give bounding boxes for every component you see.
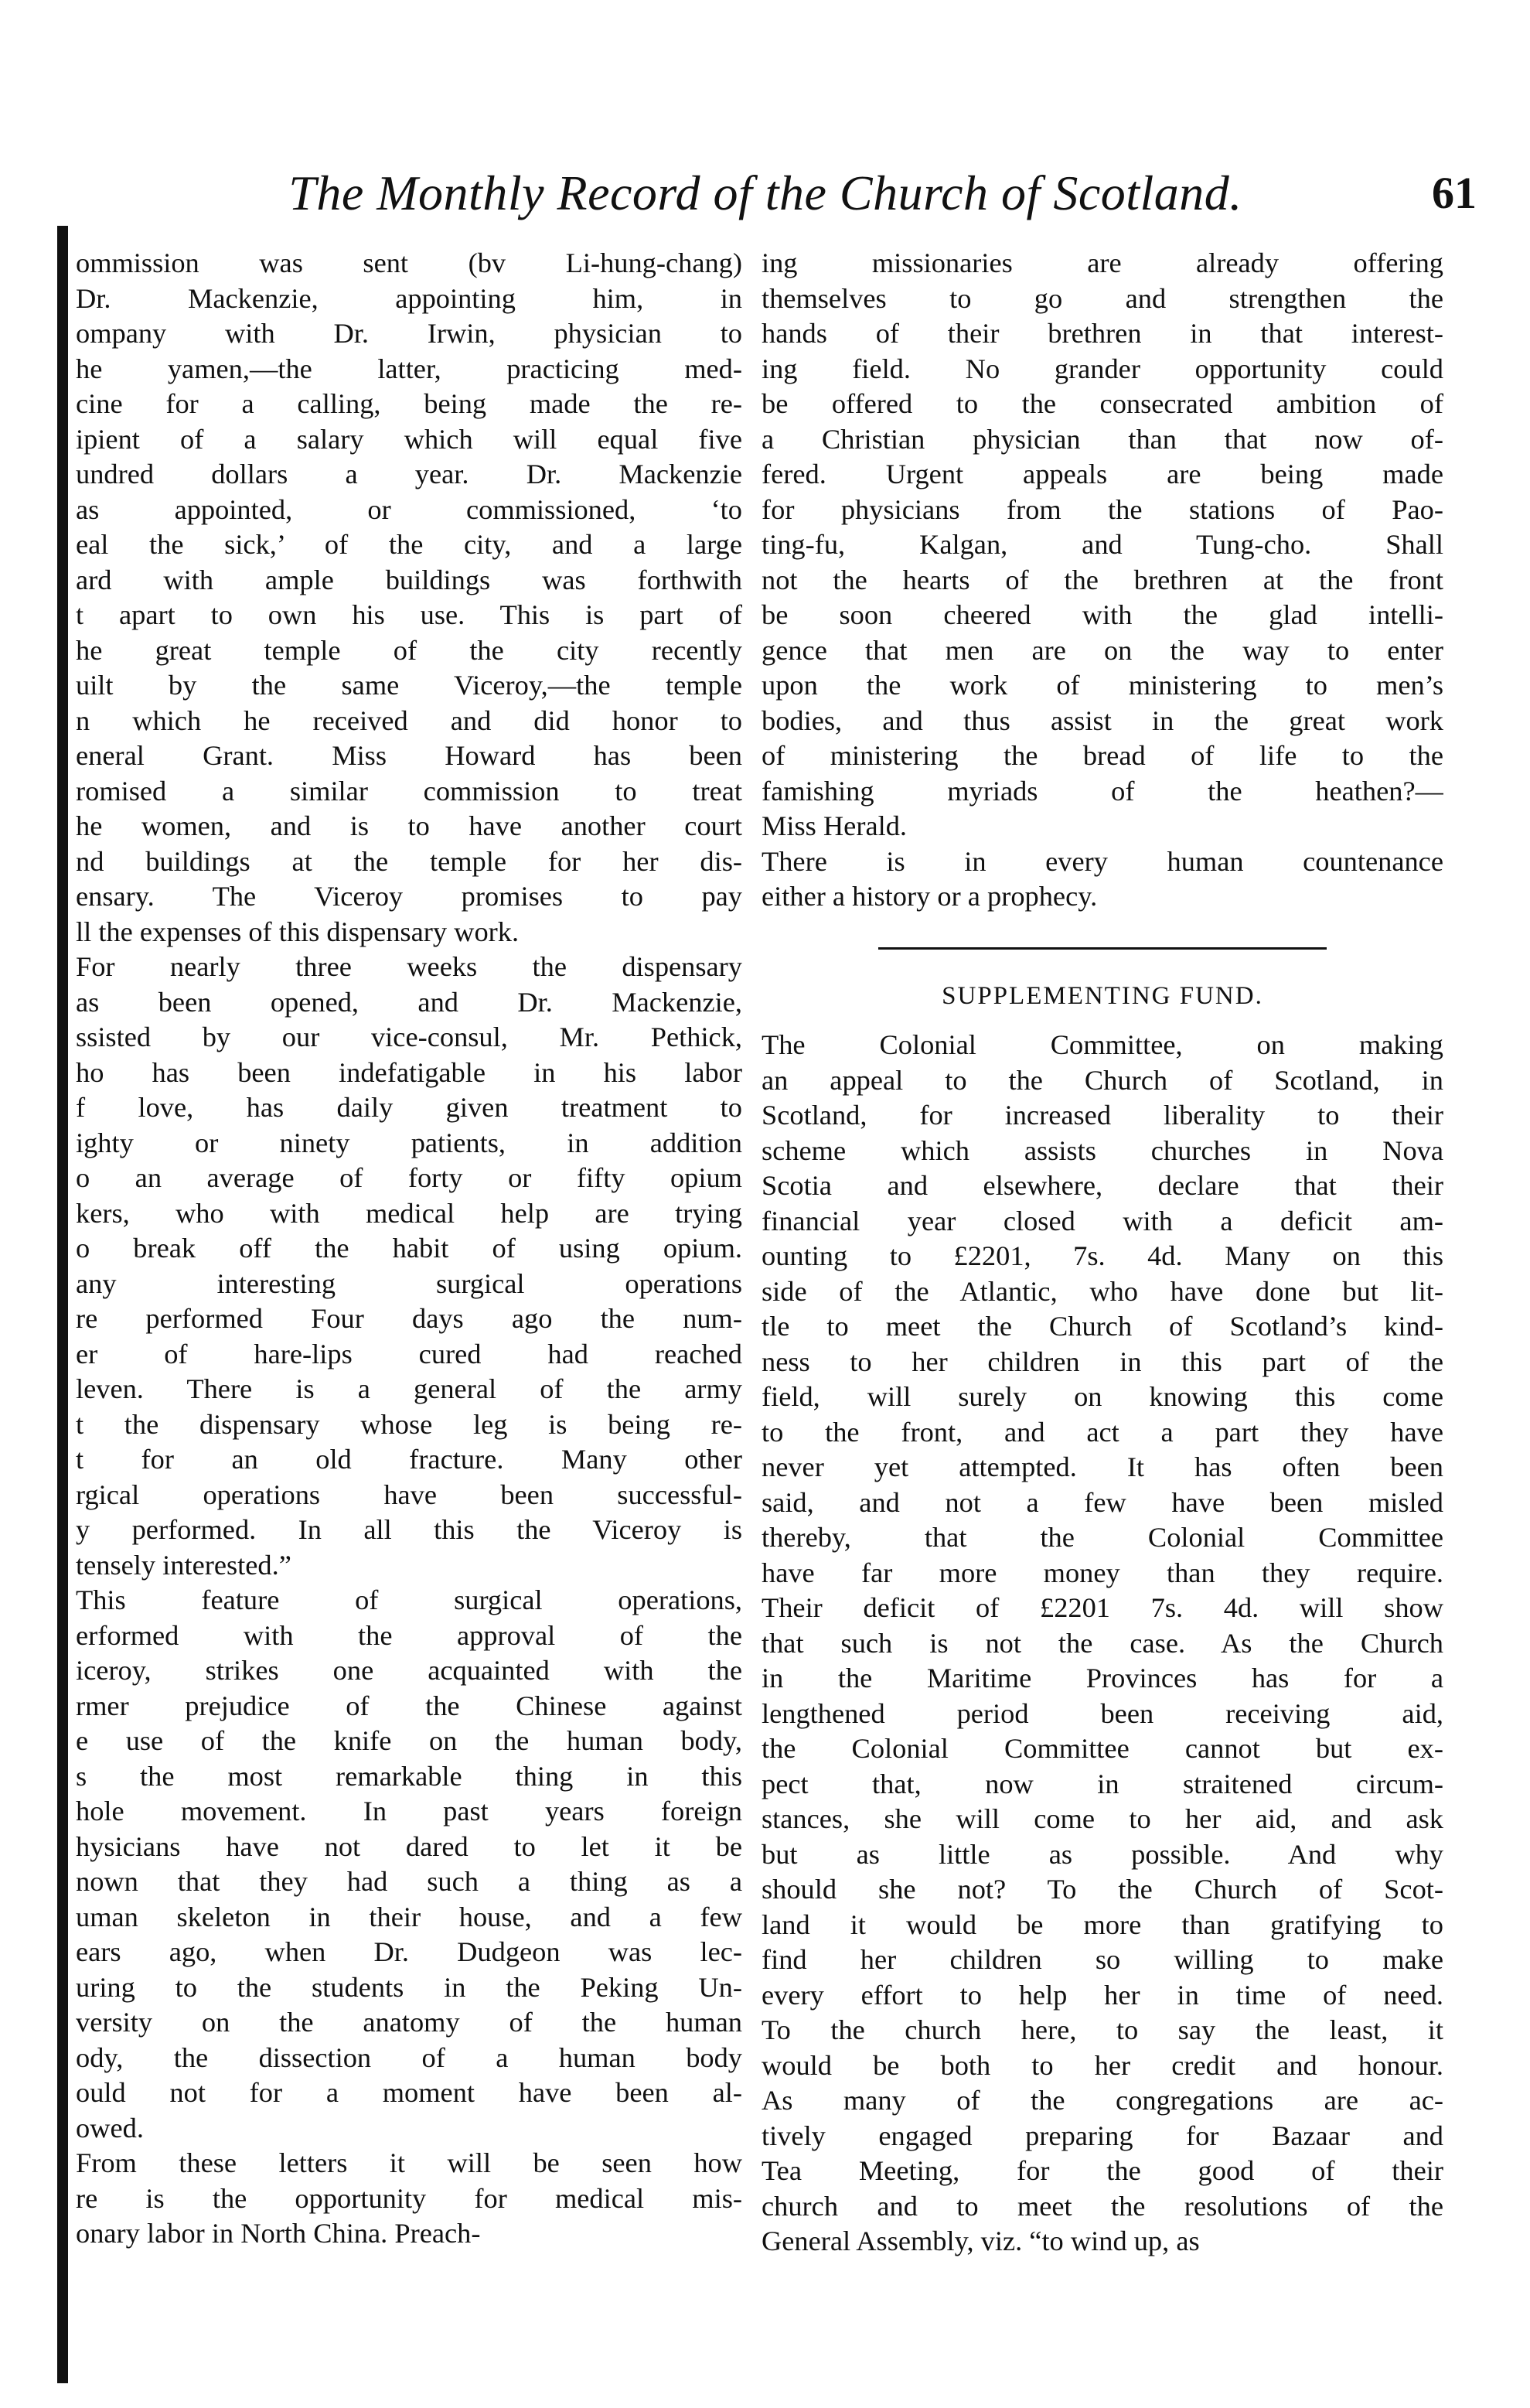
- text-line: ing field. No grander opportunity could: [762, 353, 1443, 384]
- text-line: Tea Meeting, for the good of their: [762, 2155, 1443, 2186]
- text-line: any interesting surgical operations: [76, 1267, 742, 1299]
- paragraph: [762, 1028, 1443, 2260]
- text-line: Their deficit of £2201 7s. 4d. will show: [762, 1592, 1443, 1623]
- text-line: be soon cheered with the glad intelli-: [762, 599, 1443, 630]
- text-line: he women, and is to have another court: [76, 810, 742, 841]
- text-line: nown that they had such a thing as a: [76, 1866, 742, 1897]
- text-line: There is in every human countenance: [762, 845, 1443, 877]
- text-line: rgical operations have been successful-: [76, 1479, 742, 1510]
- text-line: tensely interested.”: [76, 1549, 291, 1581]
- text-line: themselves to go and strengthen the: [762, 282, 1443, 314]
- text-line: erformed with the approval of the: [76, 1619, 742, 1651]
- text-line: ing missionaries are already offering: [762, 247, 1443, 278]
- text-line: ipient of a salary which will equal five: [76, 423, 742, 455]
- text-line: ould not for a moment have been al-: [76, 2077, 742, 2108]
- paragraph: [76, 2146, 742, 2252]
- text-line: versity on the anatomy of the human: [76, 2007, 742, 2038]
- text-line: nd buildings at the temple for her dis-: [76, 845, 742, 877]
- text-line: ounting to £2201, 7s. 4d. Many on this: [762, 1240, 1443, 1271]
- text-line: t apart to own his use. This is part of: [76, 599, 742, 630]
- text-line: as been opened, and Dr. Mackenzie,: [76, 986, 742, 1018]
- text-line: fered. Urgent appeals are being made: [762, 459, 1443, 489]
- text-line: ears ago, when Dr. Dudgeon was lec-: [76, 1936, 742, 1967]
- text-line: tle to meet the Church of Scotland’s kind-: [762, 1311, 1443, 1342]
- text-line: rmer prejudice of the Chinese against: [76, 1690, 742, 1721]
- text-line: For nearly three weeks the dispensary: [76, 951, 742, 982]
- page-number: 61: [1432, 168, 1477, 218]
- text-line: Miss Herald.: [762, 810, 907, 841]
- running-header: [46, 159, 1477, 228]
- text-line: financial year closed with a deficit am-: [762, 1205, 1443, 1236]
- text-line: o break off the habit of using opium.: [76, 1233, 742, 1264]
- text-line: either a history or a prophecy.: [762, 881, 1098, 912]
- text-line: ting-fu, Kalgan, and Tung-cho. Shall: [762, 529, 1443, 560]
- text-line: he yamen,—the latter, practicing med-: [76, 353, 742, 384]
- text-line: have far more money than they require.: [762, 1557, 1443, 1588]
- text-line: ommission was sent (bv Li-hung-chang): [76, 247, 742, 278]
- text-line: ighty or ninety patients, in addition: [76, 1127, 742, 1158]
- text-line: never yet attempted. It has often been: [762, 1451, 1443, 1482]
- text-line: stances, she will come to her aid, and ask: [762, 1803, 1443, 1834]
- text-line: said, and not a few have been misled: [762, 1486, 1443, 1518]
- text-line: that such is not the case. As the Church: [762, 1627, 1443, 1659]
- text-line: undred dollars a year. Dr. Mackenzie: [76, 459, 742, 489]
- binding-edge-shadow: [57, 226, 68, 2383]
- text-line: kers, who with medical help are trying: [76, 1197, 742, 1229]
- text-line: onary labor in North China. Preach-: [76, 2218, 481, 2249]
- text-line: find her children so willing to make: [762, 1944, 1443, 1975]
- text-line: of ministering the bread of life to the: [762, 740, 1443, 771]
- text-line: every effort to help her in time of need.: [762, 1979, 1443, 2011]
- text-line: lengthened period been receiving aid,: [762, 1697, 1443, 1729]
- text-line: field, will surely on knowing this come: [762, 1381, 1443, 1412]
- running-title: The Monthly Record of the Church of Scotland.: [288, 165, 1242, 220]
- supplementing-fund-text: [762, 1028, 1443, 2260]
- text-line: scheme which assists churches in Nova: [762, 1134, 1443, 1166]
- text-line: the Colonial Committee cannot but ex-: [762, 1733, 1443, 1764]
- section-divider: [878, 947, 1327, 950]
- text-line: bodies, and thus assist in the great work: [762, 704, 1443, 736]
- text-line: t for an old fracture. Many other: [76, 1444, 742, 1475]
- text-line: From these letters it will be seen how: [76, 2147, 742, 2178]
- text-line: ensary. The Viceroy promises to pay: [76, 881, 742, 912]
- text-line: ompany with Dr. Irwin, physician to: [76, 318, 742, 349]
- text-line: ness to her children in this part of the: [762, 1346, 1443, 1377]
- text-line: ssisted by our vice-consul, Mr. Pethick,: [76, 1022, 742, 1052]
- text-line: but as little as possible. And why: [762, 1838, 1443, 1870]
- text-line: uring to the students in the Peking Un-: [76, 1971, 742, 2003]
- text-line: n which he received and did honor to: [76, 704, 742, 736]
- text-line: a Christian physician than that now of-: [762, 423, 1443, 455]
- text-line: as appointed, or commissioned, ‘to: [76, 493, 742, 525]
- text-line: Scotland, for increased liberality to their: [762, 1100, 1443, 1131]
- paragraph: [762, 844, 1443, 915]
- text-line: uman skeleton in their house, and a few: [76, 1901, 742, 1932]
- text-line: for physicians from the stations of Pao-: [762, 493, 1443, 525]
- text-line: The Colonial Committee, on making: [762, 1029, 1443, 1060]
- paragraph: [76, 1583, 742, 2146]
- text-line: upon the work of ministering to men’s: [762, 670, 1443, 701]
- text-line: should she not? To the Church of Scot-: [762, 1874, 1443, 1905]
- text-line: This feature of surgical operations,: [76, 1584, 742, 1615]
- text-line: re is the opportunity for medical mis-: [76, 2182, 742, 2214]
- text-line: leven. There is a general of the army: [76, 1373, 742, 1404]
- left-column: [76, 246, 742, 2388]
- text-line: would be both to her credit and honour.: [762, 2049, 1443, 2081]
- text-line: thereby, that the Colonial Committee: [762, 1522, 1443, 1553]
- text-line: re performed Four days ago the num-: [76, 1303, 742, 1334]
- text-line: hands of their brethren in that interest-: [762, 318, 1443, 349]
- right-column: [762, 246, 1443, 2388]
- text-line: be offered to the consecrated ambition of: [762, 388, 1443, 419]
- text-line: to the front, and act a part they have: [762, 1416, 1443, 1448]
- paragraph: [762, 246, 1443, 844]
- text-line: iceroy, strikes one acquainted with the: [76, 1655, 742, 1686]
- text-line: in the Maritime Provinces has for a: [762, 1663, 1443, 1693]
- text-line: he great temple of the city recently: [76, 634, 742, 666]
- text-line: tively engaged preparing for Bazaar and: [762, 2120, 1443, 2151]
- text-line: cine for a calling, being made the re-: [76, 388, 742, 419]
- text-line: General Assembly, viz. “to wind up, as: [762, 2226, 1200, 2256]
- text-line: hysicians have not dared to let it be: [76, 1830, 742, 1862]
- text-line: Scotia and elsewhere, declare that their: [762, 1170, 1443, 1201]
- text-line: ho has been indefatigable in his labor: [76, 1056, 742, 1088]
- text-line: ll the expenses of this dispensary work.: [76, 916, 520, 947]
- text-line: pect that, now in straitened circum-: [762, 1768, 1443, 1799]
- text-line: y performed. In all this the Viceroy is: [76, 1514, 742, 1545]
- text-line: ody, the dissection of a human body: [76, 2041, 742, 2073]
- text-line: owed.: [76, 2112, 144, 2144]
- text-line: land it would be more than gratifying to: [762, 1908, 1443, 1940]
- text-line: eneral Grant. Miss Howard has been: [76, 740, 742, 771]
- text-line: ard with ample buildings was forthwith: [76, 564, 742, 595]
- text-line: gence that men are on the way to enter: [762, 634, 1443, 666]
- text-line: famishing myriads of the heathen?—: [762, 775, 1443, 807]
- right-column-top-text: [762, 246, 1443, 915]
- text-line: As many of the congregations are ac-: [762, 2085, 1443, 2116]
- text-line: o an average of forty or fifty opium: [76, 1162, 742, 1193]
- text-line: not the hearts of the brethren at the front: [762, 564, 1443, 595]
- section-heading: SUPPLEMENTING FUND.: [942, 981, 1263, 1010]
- text-line: eal the sick,’ of the city, and a large: [76, 529, 742, 560]
- text-line: church and to meet the resolutions of the: [762, 2190, 1443, 2222]
- text-line: s the most remarkable thing in this: [76, 1760, 742, 1792]
- text-line: romised a similar commission to treat: [76, 775, 742, 807]
- text-line: er of hare-lips cured had reached: [76, 1338, 742, 1369]
- paragraph: [76, 950, 742, 1583]
- text-line: t the dispensary whose leg is being re-: [76, 1408, 742, 1440]
- text-line: e use of the knife on the human body,: [76, 1725, 742, 1756]
- text-line: Dr. Mackenzie, appointing him, in: [76, 282, 742, 314]
- text-line: f love, has daily given treatment to: [76, 1092, 742, 1123]
- text-line: an appeal to the Church of Scotland, in: [762, 1064, 1443, 1096]
- text-line: uilt by the same Viceroy,—the temple: [76, 670, 742, 701]
- text-line: side of the Atlantic, who have done but lit-: [762, 1275, 1443, 1307]
- text-line: hole movement. In past years foreign: [76, 1796, 742, 1826]
- paragraph: [76, 246, 742, 950]
- text-line: To the church here, to say the least, it: [762, 2014, 1443, 2045]
